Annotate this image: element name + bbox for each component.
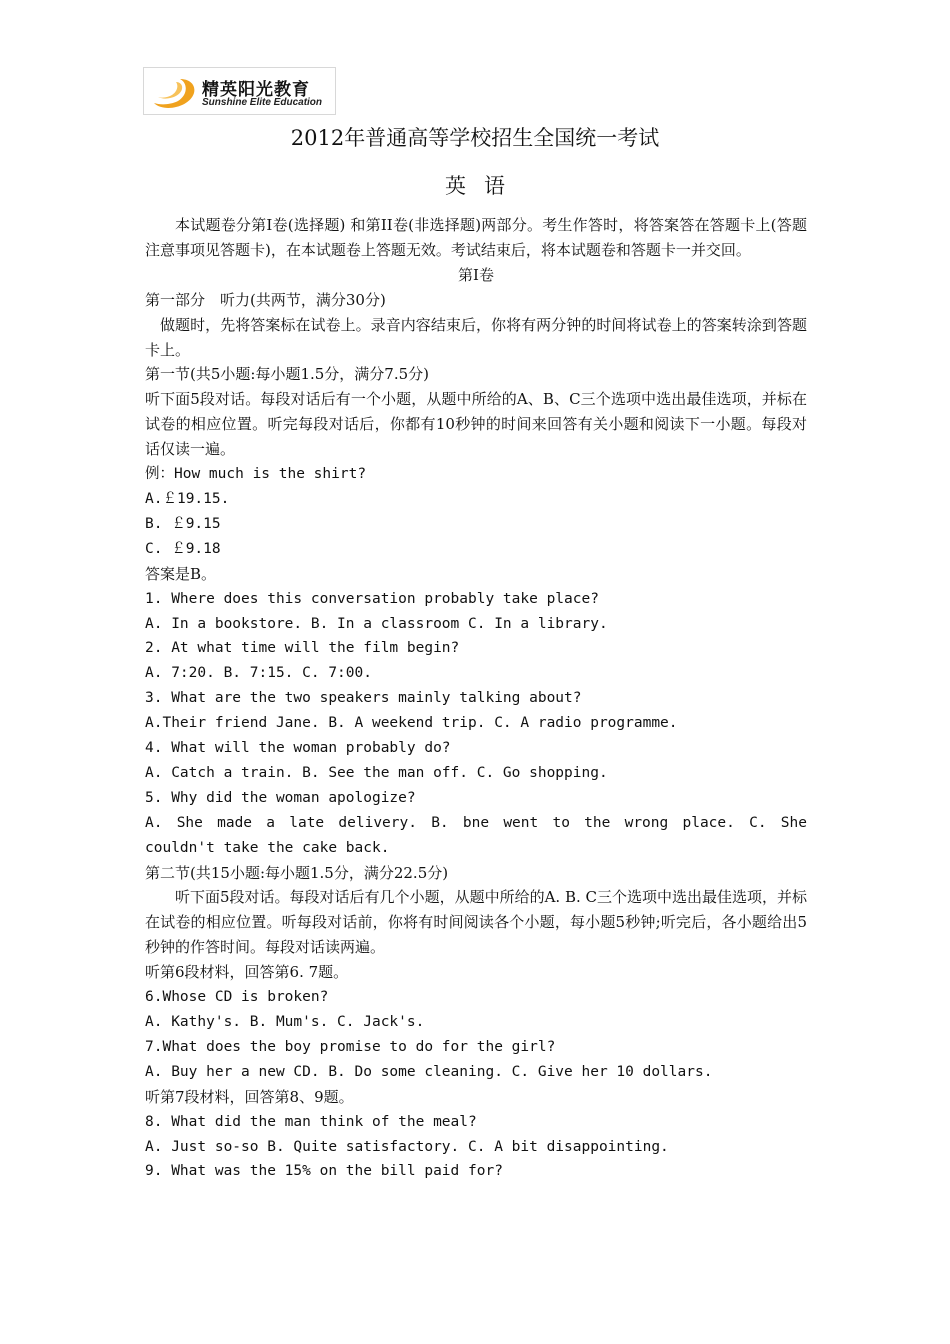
question-8-options: A. Just so-so B. Quite satisfactory. C. A bit disappointing. [145,1138,669,1155]
material6-heading: 听第6段材料，回答第6. 7题。 [145,963,349,982]
question-3-options: A.Their friend Jane. B. A weekend trip. C. A radio programme. [145,715,678,732]
intro-paragraph: 本试题卷分第Ⅰ卷(选择题) 和第II卷(非选择题)两部分。考生作答时，将答案答在答题卡上(答题注意事项见答题卡)，在本试题卷上答题无效。考试结束后，将本试题卷和答题卡一并交回。 [145,216,807,259]
example-option-c: C. ￡9.18 [145,540,221,557]
question-1-options: A. In a bookstore. B. In a classroom C. In a library. [145,615,608,632]
question-1: 1. Where does this conversation probably take place? [145,590,599,607]
question-7: 7.What does the boy promise to do for the girl? [145,1038,556,1055]
question-6: 6.Whose CD is broken? [145,989,329,1006]
question-7-options: A. Buy her a new CD. B. Do some cleaning. C. Give her 10 dollars. [145,1063,713,1080]
question-5: 5. Why did the woman apologize? [145,789,416,806]
logo [143,67,336,115]
question-8: 8. What did the man think of the meal? [145,1113,477,1130]
example-option-b: B. ￡9.15 [145,515,221,532]
volume-heading: 第Ⅰ卷 [458,265,494,284]
section1-heading: 第一节(共5小题:每小题1.5分，满分7.5分) [145,365,430,384]
example-question: 例：How much is the shirt? [145,466,367,483]
part1-heading: 第一部分 听力(共两节，满分30分) [145,290,386,309]
example-answer: 答案是B。 [145,564,217,583]
question-2: 2. At what time will the film begin? [145,640,460,657]
part1-instruction: 做题时，先将答案标在试卷上。录音内容结束后，你将有两分钟的时间将试卷上的答案转涂到答题卡上。 [145,315,807,359]
question-5-options: A. She made a late delivery. B. bne went to the wrong place. C. She couldn't take the cake back. [145,814,807,856]
question-9: 9. What was the 15% on the bill paid for? [145,1163,503,1180]
question-2-options: A. 7:20. B. 7:15. C. 7:00. [145,665,372,682]
example-option-a: A.￡19.15. [145,490,230,507]
logo-name: 精英阳光教育 [202,80,310,100]
section2-heading: 第二节(共15小题:每小题1.5分，满分22.5分) [145,863,449,882]
exam-content [145,213,807,1184]
material7-heading: 听第7段材料，回答第8、9题。 [145,1087,354,1106]
subject-title: 英语 [445,174,523,198]
exam-title: 2012年普通高等学校招生全国统一考试 [290,126,660,150]
question-6-options: A. Kathy's. B. Mum's. C. Jack's. [145,1014,425,1030]
question-3: 3. What are the two speakers mainly talking about? [145,690,582,707]
question-4: 4. What will the woman probably do? [145,740,451,757]
question-4-options: A. Catch a train. B. See the man off. C. Go shopping. [145,764,608,781]
section1-instruction: 听下面5段对话。每段对话后有一个小题，从题中所给的A、B、C三个选项中选出最佳选项，并标在试卷的相应位置。听完每段对话后，你都有10秒钟的时间来回答有关小题和阅读下一小题。每段对话仅读一遍。 [145,390,807,459]
logo-swoosh-icon [150,73,198,111]
logo-subtitle: Sunshine Elite Education [202,97,323,108]
section2-instruction: 听下面5段对话。每段对话后有几个小题，从题中所给的A. B. C三个选项中选出最佳选项，并标在试卷的相应位置。听每段对话前，你将有时间阅读各个小题，每小题5秒钟;听完后，各小题给出5秒钟的作答时间。每段对话读两遍。 [145,888,807,957]
